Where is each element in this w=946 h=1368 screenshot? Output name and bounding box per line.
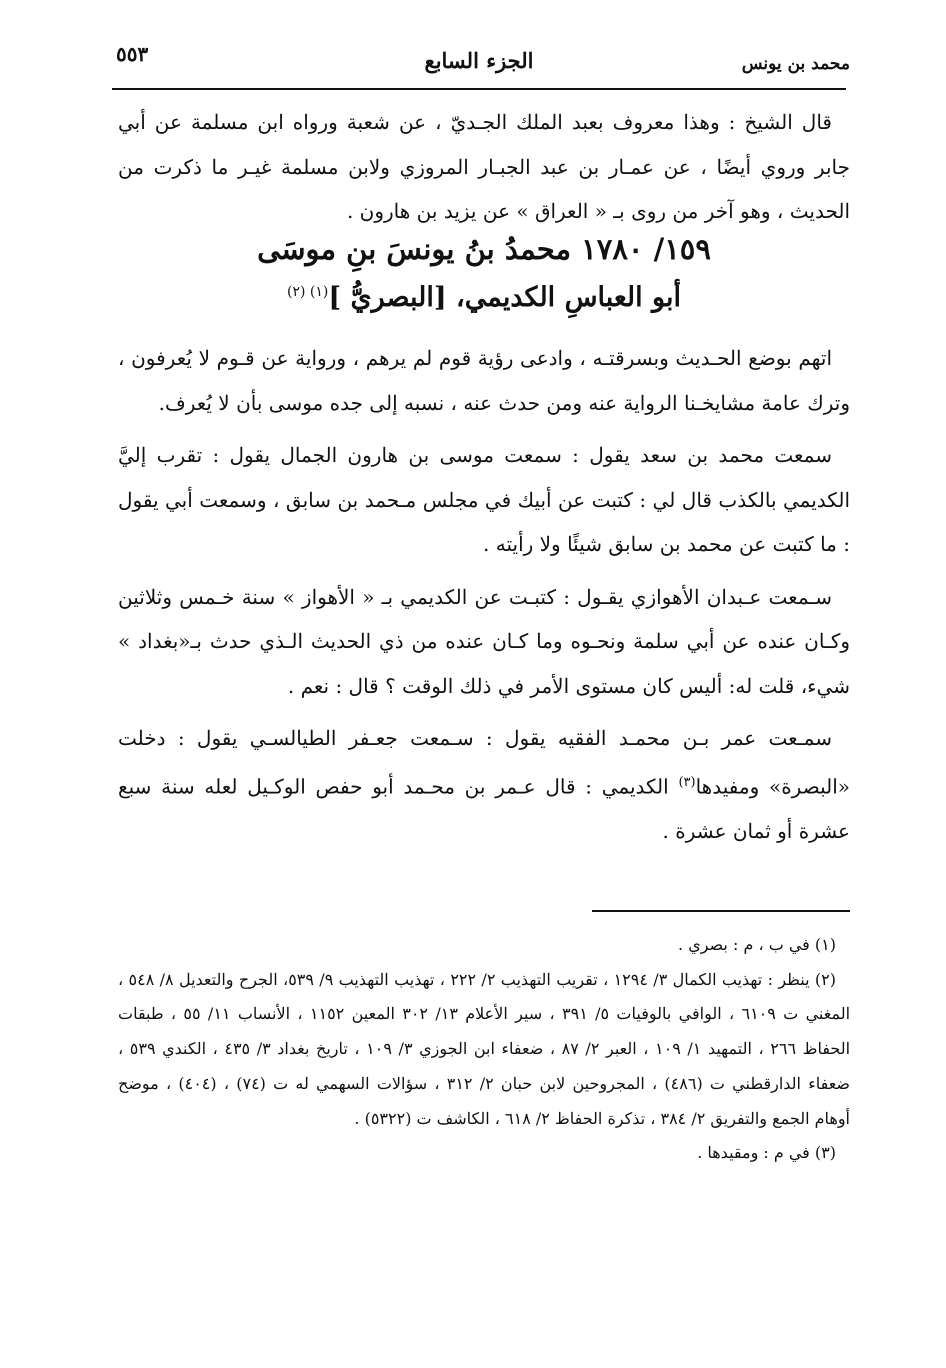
footnote-ref-3: (٣): [678, 774, 696, 790]
paragraph-2: اتهم بوضع الحـديث وبسرقتـه ، وادعى رؤية قوم لم يرهم ، ورواية عن قـوم لا يُعرفون ، وترك عامة مشايخـنا الرواية عنه ومن حدث عنه ، نسبه إلى جده موسى بأن لا يُعرف.: [118, 346, 850, 415]
opening-paragraph: [118, 100, 850, 234]
entry-title-line-2: [118, 282, 850, 313]
paragraph-3: سمعت محمد بن سعد يقول : سمعت موسى بن هارون الجمال يقول : تقرب إليَّ الكديمي بالكذب قال لي : كتبت عن أبيك في مجلس مـحمد بن سابق ، وسمعت أبي يقول : ما كتبت عن محمد بن سابق شيئًا ولا رأيته .: [118, 443, 850, 556]
paragraph-4: سـمعت عـبدان الأهوازي يقـول : كتبـت عن الكديمي بـ « الأهواز » سنة خـمس وثلاثين وكـان عنده عن أبي سلمة ونحـوه وما كـان عنده من ذي الحديث الـذي حدث بـ«بغداد » شيء، قلت له: أليس كان مستوى الأمر في ذلك الوقت ؟ قال : نعم .: [118, 584, 850, 698]
entry-title-footnote-refs: (١) (٢): [286, 284, 329, 300]
footnote-2: (٢) ينظر : تهذيب الكمال ٣/ ١٢٩٤ ، تقريب التهذيب ٢/ ٢٢٢ ، تهذيب التهذيب ٩/ ٥٣٩، الجرح والتعديل ٨/ ٥٤٨ ، المغني ت ٦١٠٩ ، الوافي بالوفيات ٥/ ٣٩١ ، سير الأعلام ١٣/ ٣٠٢ المعين ١١٥٢ ، الأنساب ١١/ ٥٥ ، طبقات الحفاظ ٢٦٦ ، التمهيد ١/ ١٠٩ ، العبر ٢/ ٨٧ ، ضعفاء ابن الجوزي ٣/ ١٠٩ ، تاريخ بغداد ٣/ ٤٣٥ ، الكندي ٥٣٩ ، ضعفاء الدارقطني ت (٤٨٦) ، المجروحين لابن حبان ٢/ ٣١٢ ، سؤالات السهمي له ت (٧٤) ، (٤٠٤) ، موضح أوهام الجمع والتفريق ٢/ ٣٨٤ ، تذكرة الحفاظ ٢/ ٦١٨ ، الكاشف ت (٥٣٢٢) .: [118, 969, 851, 1128]
entry-title-line-1: ١٥٩/ ١٧٨٠ محمدُ بنُ يونسَ بنِ موسَى: [257, 232, 711, 266]
running-header: [112, 40, 850, 90]
entry-body: [118, 336, 850, 853]
paragraph-5-part-1: سمـعت عمر بـن محمـد الفقيه يقول : سـمعت جعـفر الطيالسـي يقول : دخلت «البصرة» ومفيدها: [118, 726, 850, 799]
entry-title-name: أبو العباسِ الكديمي، [البصريُّ ]: [328, 282, 682, 313]
header-page-number: ٥٥٣: [116, 42, 149, 66]
footnote-3: (٣) في م : ومقيدها .: [697, 1143, 836, 1163]
header-entry-name: محمد بن يونس: [741, 54, 850, 74]
footnotes: [118, 928, 850, 1171]
paragraph-1: قال الشيخ : وهذا معروف بعبد الملك الجـديّ ، عن شعبة ورواه ابن مسلمة عن أبي جابر وروي أيضًا ، عن عمـار بن عبد الجبـار المروزي ولابن مسلمة غيـر ما ذكرت من الحديث ، وهو آخر من روى بـ « العراق » عن يزيد بن هارون .: [118, 110, 850, 223]
paragraph-5: [118, 716, 850, 853]
footnote-1: (١) في ب ، م : بصري .: [678, 935, 836, 954]
header-part-title: الجزء السابع: [424, 48, 534, 73]
paragraph-5-part-2: الكديمي : قال عـمر بن محـمد أبو حفص الوكـيل لعله سنة سبع عشرة أو ثمان عشرة .: [118, 774, 850, 843]
footnote-divider: [592, 910, 850, 912]
